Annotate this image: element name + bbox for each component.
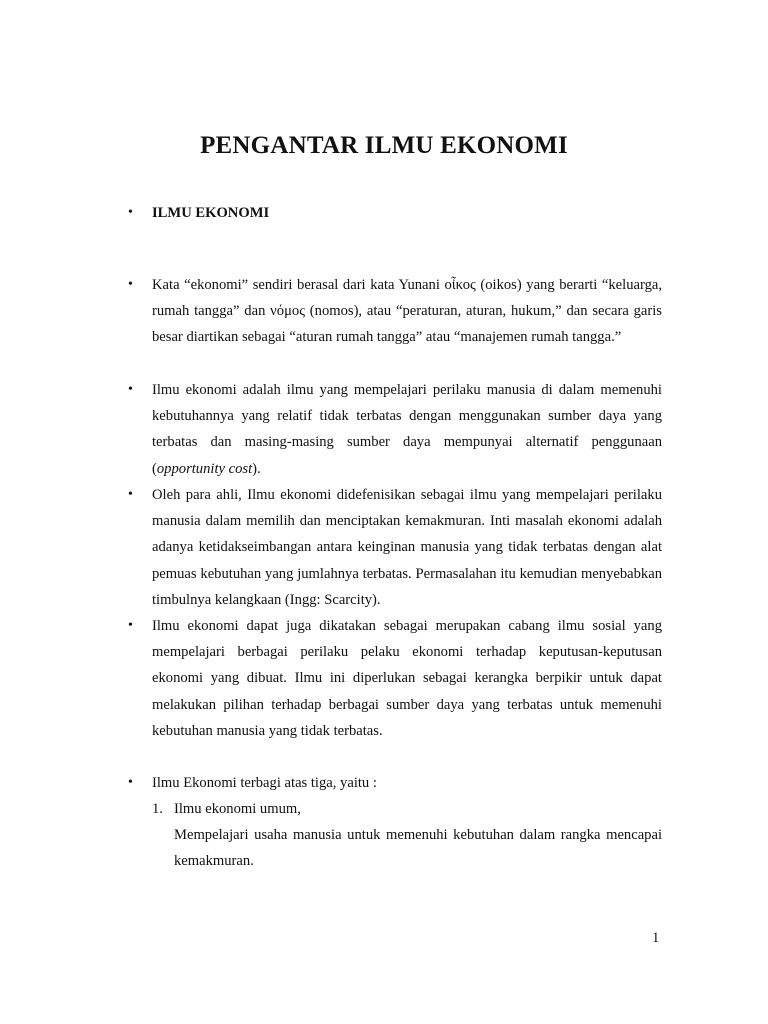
bullet-icon: • [128,487,133,502]
paragraph-bullet-3 [128,482,662,613]
bullet-icon: • [128,618,133,633]
italic-term: opportunity cost [156,460,253,477]
paragraph-bullet-1 [128,272,662,351]
paragraph-text: Ilmu ekonomi dapat juga dikatakan sebagai merupakan cabang ilmu sosial yang mempelajari berbagai perilaku pelaku ekonomi terhadap keputusan-keputusan ekonomi yang dibuat. Ilmu ini diperlukan sebagai kerangka berpikir untuk dapat melakukan pilihan terhadap berbagai sumber daya yang terbatas untuk memenuhi kebutuhan manusia yang tidak terbatas. [152,618,662,739]
paragraph-text: Oleh para ahli, Ilmu ekonomi didefenisikan sebagai ilmu yang mempelajari perilaku manusia dalam memilih dan menciptakan kemakmuran. Inti masalah ekonomi adalah adanya ketidakseimbangan antara keinginan manusia yang tidak terbatas dengan alat pemuas kebutuhan yang jumlahnya terbatas. Permasalahan itu kemudian menyebabkan timbulnya kelangkaan (Ingg: Scarcity). [152,487,662,608]
paragraph-text: Ilmu ekonomi adalah ilmu yang mempelajari perilaku manusia di dalam memenuhi kebutuhannya yang relatif tidak terbatas dengan menggunakan sumber daya yang terbatas dan masing-masing sumber daya mempunyai alternatif penggunaan ( [152,382,662,477]
paragraph-bullet-5 [128,770,662,796]
paragraph-bullet-2 [128,377,662,482]
section-heading: ILMU EKONOMI [152,205,270,221]
bullet-icon: • [128,382,133,397]
bullet-icon: • [128,205,133,220]
paragraph-text: Kata “ekonomi” sendiri berasal dari kata Yunani οἶκος (oikos) yang berarti “keluarga, rumah tangga” dan νόμος (nomos), atau “peraturan, aturan, hukum,” dan secara garis besar diartikan sebagai “aturan rumah tangga” atau “manajemen rumah tangga.” [152,277,662,346]
numbered-item-1 [152,796,662,875]
section-heading-item [128,200,662,226]
paragraph-bullet-4 [128,613,662,744]
bullet-icon: • [128,775,133,790]
paragraph-text-end: ). [252,460,261,477]
bullet-icon: • [128,277,133,292]
numbered-body: Mempelajari usaha manusia untuk memenuhi kebutuhan dalam rangka mencapai kemakmuran. [174,827,662,870]
numbered-heading: Ilmu ekonomi umum, [174,801,301,817]
paragraph-text: Ilmu Ekonomi terbagi atas tiga, yaitu : [152,775,377,791]
page-number: 1 [652,930,660,946]
page-title: PENGANTAR ILMU EKONOMI [200,132,568,159]
item-number: 1. [152,801,163,817]
